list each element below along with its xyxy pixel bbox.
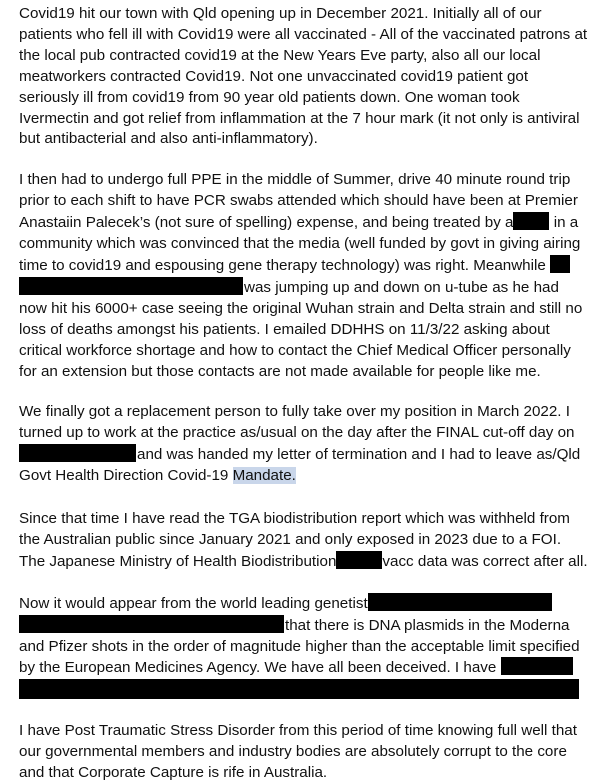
redaction-bar bbox=[501, 657, 573, 675]
paragraph-2 bbox=[19, 170, 591, 382]
text-segment: time to covid19 and espousing gene therapy technology) was right. Meanwhile bbox=[19, 256, 546, 274]
text-segment: was jumping up and down on u-tube as he had bbox=[244, 278, 559, 296]
text-segment: that there is DNA plasmids in the Moderna bbox=[285, 616, 570, 634]
text-line: Ivermectin and got relief from inflammation at the 7 hour mark (it not only is antiviral bbox=[19, 109, 580, 127]
text-line: the Australian public since January 2021 and only exposed in 2023 due to a FOI. bbox=[19, 530, 562, 548]
text-line-with-redaction bbox=[19, 615, 591, 637]
text-line: We finally got a replacement person to fully take over my position in March 2022. I bbox=[19, 403, 570, 421]
text-line-with-redaction bbox=[19, 593, 591, 615]
redaction-bar bbox=[19, 679, 579, 699]
text-segment: vacc data was correct after all. bbox=[382, 552, 588, 570]
text-line: turned up to work at the practice as/usual on the day after the FINAL cut-off day on bbox=[19, 424, 575, 442]
redaction-bar bbox=[336, 551, 382, 569]
text-segment: Now it would appear from the world leading genetist bbox=[19, 594, 368, 612]
text-line: loss of deaths amongst his patients. I emailed DDHHS on 11/3/22 asking about bbox=[19, 320, 550, 338]
document-body bbox=[19, 4, 591, 784]
text-line: patients who fell ill with Covid19 were all vaccinated - All of the vaccinated patrons at bbox=[19, 25, 588, 43]
redaction-bar bbox=[368, 593, 552, 611]
paragraph-4 bbox=[19, 509, 591, 573]
text-line: but antibacterial and also anti-inflammatory). bbox=[19, 130, 318, 148]
text-line-with-redaction bbox=[19, 657, 591, 679]
text-line-with-redaction bbox=[19, 212, 591, 234]
redaction-bar bbox=[19, 444, 136, 462]
text-line-with-redaction bbox=[19, 277, 591, 299]
text-line: our governmental members and industry bodies are absolutely corrupt to the core bbox=[19, 743, 567, 761]
paragraph-1 bbox=[19, 4, 591, 150]
text-line: and that Corporate Capture is rife in Australia. bbox=[19, 764, 328, 782]
text-segment: by the European Medicines Agency. We have all been deceived. I have bbox=[19, 659, 497, 677]
redaction-bar bbox=[513, 212, 549, 230]
paragraph-6 bbox=[19, 721, 591, 784]
redaction-bar bbox=[19, 615, 284, 633]
text-segment: and was handed my letter of termination and I had to leave as/Qld bbox=[137, 446, 581, 464]
text-line-with-redaction bbox=[19, 551, 591, 573]
text-segment: The Japanese Ministry of Health Biodistribution bbox=[19, 552, 337, 570]
text-line: I have Post Traumatic Stress Disorder from this period of time knowing full well that bbox=[19, 722, 577, 740]
text-line: Since that time I have read the TGA biodistribution report which was withheld from bbox=[19, 510, 570, 528]
highlighted-text: Mandate. bbox=[232, 467, 296, 485]
text-line-with-redaction bbox=[19, 444, 591, 466]
text-line: community which was convinced that the media (well funded by govt in giving airing bbox=[19, 235, 581, 253]
text-segment: Govt Health Direction Covid-19 bbox=[19, 467, 233, 485]
text-line bbox=[19, 466, 591, 487]
text-line: the local pub contracted covid19 at the New Years Eve party, also all our local bbox=[19, 46, 541, 64]
text-line: now hit his 6000+ case seeing the original Wuhan strain and Delta strain and still no bbox=[19, 299, 583, 317]
text-line: for an extension but those contacts are not made available for people like me. bbox=[19, 362, 541, 380]
text-line: and Pfizer shots in the order of magnitude higher than the acceptable limit specified bbox=[19, 637, 580, 655]
text-line: seriously ill from covid19 from 90 year old patients down. One woman took bbox=[19, 88, 520, 106]
text-line: Covid19 hit our town with Qld opening up in December 2021. Initially all of our bbox=[19, 5, 542, 22]
text-line: meatworkers contracted Covid19. Not one unvaccinated covid19 patient got bbox=[19, 67, 529, 85]
text-line: critical workforce shortage and how to contact the Chief Medical Officer personally bbox=[19, 341, 571, 359]
text-line: I then had to undergo full PPE in the middle of Summer, drive 40 minute round trip bbox=[19, 171, 571, 189]
text-segment: in a bbox=[553, 214, 579, 232]
paragraph-5 bbox=[19, 593, 591, 700]
redaction-bar bbox=[550, 255, 570, 273]
text-line: prior to each shift to have PCR swabs attended which should have been at Premier bbox=[19, 192, 578, 210]
text-line-with-redaction bbox=[19, 255, 591, 277]
redaction-bar bbox=[19, 277, 243, 295]
text-segment: Anastaiin Palecek’s (not sure of spelling) expense, and being treated by a bbox=[19, 214, 514, 232]
paragraph-3 bbox=[19, 402, 591, 487]
